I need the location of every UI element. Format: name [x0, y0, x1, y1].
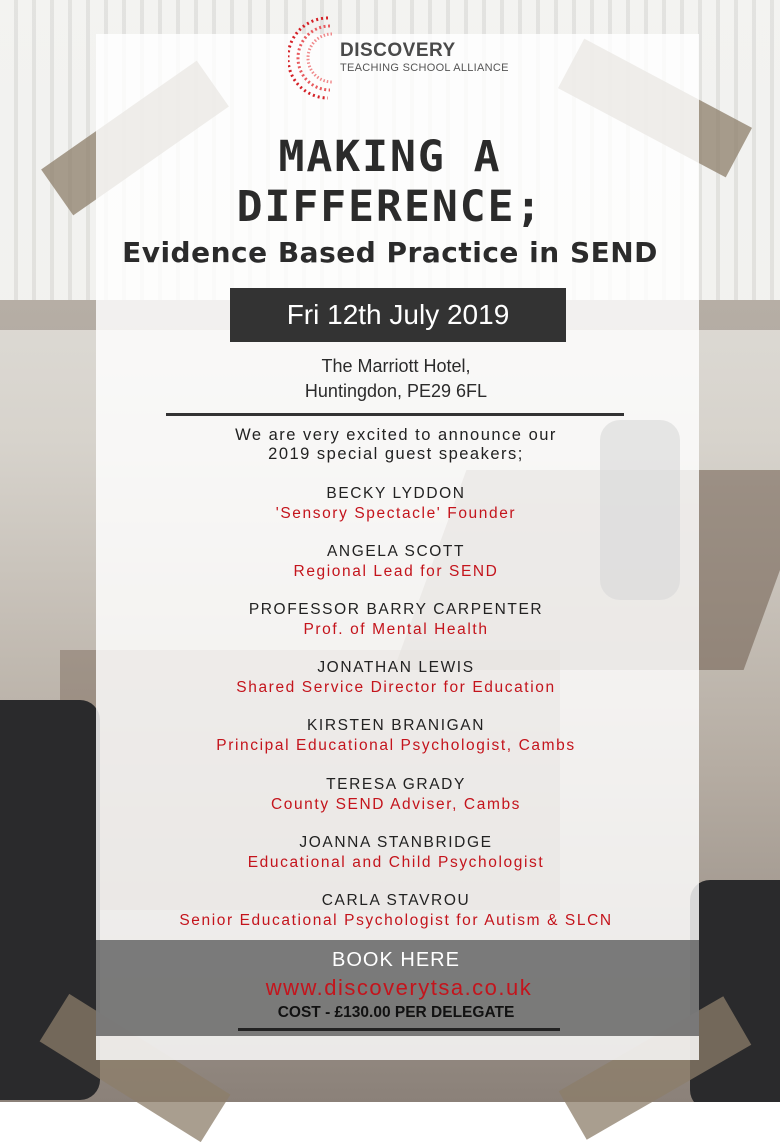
speaker-role: Educational and Child Psychologist: [247, 854, 545, 871]
logo-subtitle: TEACHING SCHOOL ALLIANCE: [340, 62, 509, 74]
speaker-name: BECKY LYDDON: [326, 485, 466, 502]
speaker-role: Regional Lead for SEND: [293, 563, 499, 580]
speaker-role: Principal Educational Psychologist, Cambs: [216, 737, 576, 754]
speaker-role: Shared Service Director for Education: [236, 679, 556, 696]
speaker-name: JONATHAN LEWIS: [317, 659, 475, 676]
speaker-name: KIRSTEN BRANIGAN: [306, 717, 486, 734]
booking-link[interactable]: www.discoverytsa.co.uk: [265, 975, 533, 1000]
speaker-name: JOANNA STANBRIDGE: [299, 834, 493, 851]
title-line-2: DIFFERENCE;: [236, 182, 544, 232]
cost-label: COST - £130.00 PER DELEGATE: [277, 1004, 515, 1021]
divider: [166, 413, 624, 416]
speaker-role: Prof. of Mental Health: [303, 621, 489, 638]
speaker-name: PROFESSOR BARRY CARPENTER: [248, 601, 544, 618]
venue-line-2: Huntingdon, PE29 6FL: [304, 381, 488, 401]
speaker-role: Senior Educational Psychologist for Autism & SLCN: [179, 912, 613, 929]
title-line-1: MAKING A: [278, 132, 502, 182]
logo-title: DISCOVERY: [340, 40, 456, 61]
cost-underline: [238, 1028, 560, 1031]
venue-line-1: The Marriott Hotel,: [321, 356, 471, 376]
book-here-label: BOOK HERE: [332, 949, 460, 971]
event-date: Fri 12th July 2019: [230, 288, 566, 342]
speaker-name: CARLA STAVROU: [321, 892, 471, 909]
intro-line-2: 2019 special guest speakers;: [268, 445, 524, 463]
speaker-name: TERESA GRADY: [326, 776, 466, 793]
speaker-role: 'Sensory Spectacle' Founder: [275, 505, 517, 522]
speaker-name: ANGELA SCOTT: [326, 543, 466, 560]
event-subtitle: Evidence Based Practice in SEND: [122, 236, 658, 269]
speaker-role: County SEND Adviser, Cambs: [270, 796, 522, 813]
intro-line-1: We are very excited to announce our: [235, 426, 557, 444]
